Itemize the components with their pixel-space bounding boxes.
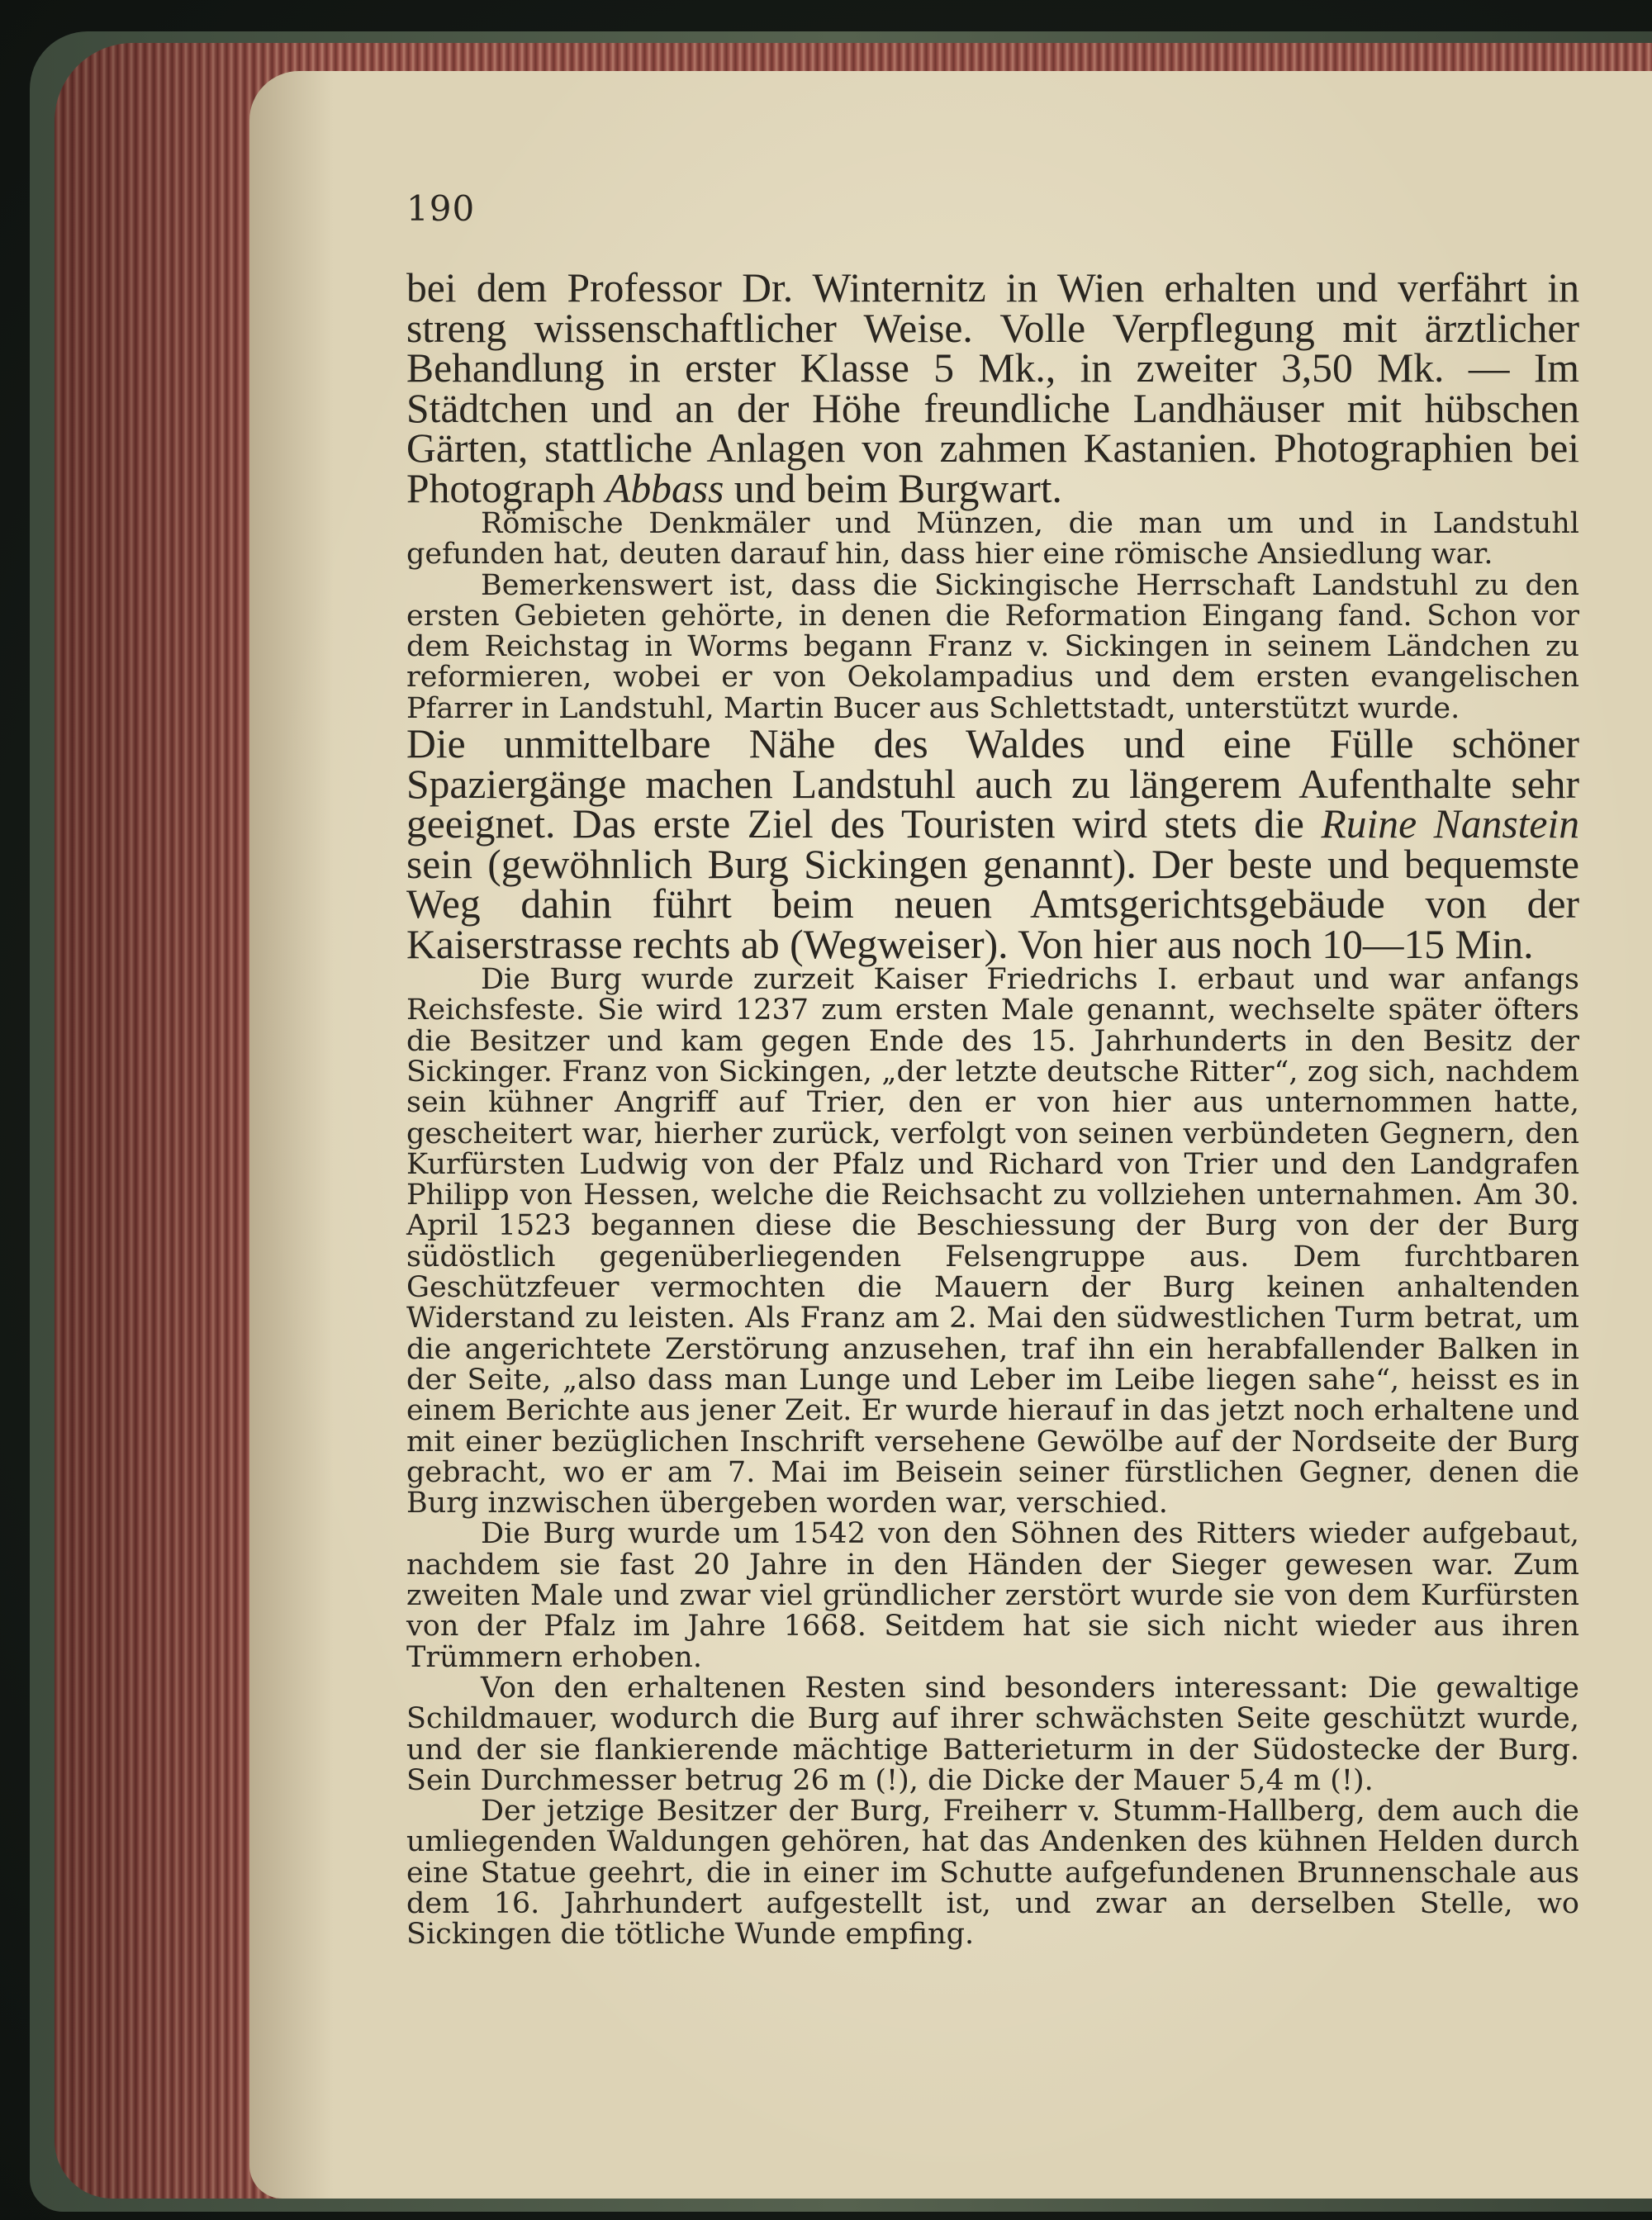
note-roman-finds: Römische Denkmäler und Münzen, die man um und in Landstuhl gefunden hat, deuten darauf hin, dass hier eine römische Ansiedlung war.: [406, 507, 1579, 572]
note-reformation: Bemerkenswert ist, dass die Sickingische Herrschaft Landstuhl zu den ersten Gebieten gehörte, in denen die Reformation Eingang fand. Schon vor dem Reichstag in Worms begann Franz v. Sickingen in seinem Ländchen zu reformieren, wobei er von Oekolampadius und dem ersten evangelischen Pfarrer in Landstuhl, Martin Bucer aus Schlettstadt, unterstützt wurde.: [406, 568, 1579, 725]
note-castle-history: Die Burg wurde zurzeit Kaiser Friedrichs I. erbaut und war anfangs Reichsfeste. Sie wird 1237 zum ersten Male genannt, wechselte später öfters die Besitzer und kam gegen Ende des 15. Jahrhunderts in den Besitz der Sickinger. Franz von Sickingen, „der letzte deutsche Ritter“, zog sich, nachdem sein kühner Angriff auf Trier, den er von hier aus unternommen hatte, gescheitert war, hierher zurück, verfolgt von seinen verbündeten Gegnern, den Kurfürsten Ludwig von der Pfalz und Richard von Trier und den Landgrafen Philipp von Hessen, welche die Reichsacht zu vollziehen unternahmen. Am 30. April 1523 begannen diese die Beschiessung der Burg von der der Burg südöstlich gegenüberliegenden Felsengruppe aus. Dem furchtbaren Geschützfeuer vermochten die Mauern der Burg keinen anhaltenden Widerstand zu leisten. Als Franz am 2. Mai den südwestlichen Turm betrat, um die angerichtete Zerstörung anzusehen, traf ihn ein herabfallender Balken in der Seite, „also dass man Lunge und Leber im Leibe liegen sahe“, heisst es in einem Berichte aus jener Zeit. Er wurde hierauf in das jetzt noch erhaltene und mit einer bezüglichen Inschrift versehene Gewölbe auf der Nordseite der Burg gebracht, wo er am 7. Mai im Beisein seiner fürstlichen Gegner, denen die Burg inzwischen übergeben worden war, verschied.: [406, 963, 1579, 1520]
page-number: 190: [406, 188, 476, 229]
paragraph-kuranstalt-text: bei dem Professor Dr. Winternitz in Wien erhalten und verfährt in streng wissenschaftlicher Weise. Volle Verpflegung mit ärztlicher Behandlung in erster Klasse 5 Mk., in zweiter 3,50 Mk. — Im Städtchen und an der Höhe freundliche Landhäuser mit hübschen Gärten, stattliche Anlagen von zahmen Kastanien. Photographien bei Photograph: [406, 265, 1579, 511]
note-statue: Der jetzige Besitzer der Burg, Freiherr v. Stumm-Hallberg, dem auch die umliegenden Waldungen gehören, hat das Andenken des kühnen Helden durch eine Statue geehrt, die in einer im Schutte aufgefundenen Brunnenschale aus dem 16. Jahrhundert aufgestellt ist, und zwar an derselben Stelle, wo Sickingen die tötliche Wunde empfing.: [406, 1795, 1579, 1952]
paragraph-walks-after: sein (gewöhnlich Burg Sickingen genannt). Der beste und bequemste Weg dahin führt beim neuen Amtsgerichtsgebäude von der Kaiserstrasse rechts ab (Wegweiser). Von hier aus noch 10—15 Min.: [406, 841, 1579, 967]
paragraph-kuranstalt: [406, 265, 1579, 511]
paragraph-walks: [406, 721, 1580, 967]
ruin-name: Ruine Nanstein: [1321, 801, 1580, 847]
paragraph-kuranstalt-tail: und beim Burgwart.: [724, 465, 1062, 511]
paragraph-walks-before: Die unmittelbare Nähe des Waldes und eine Fülle schöner Spaziergänge machen Landstuhl auch zu längerem Aufenthalte sehr geeignet. Das erste Ziel des Touristen wird stets die: [406, 721, 1579, 847]
note-rebuilt: Die Burg wurde um 1542 von den Söhnen des Ritters wieder aufgebaut, nachdem sie fast 20 Jahre in den Händen der Sieger gewesen war. Zum zweiten Male und zwar viel gründlicher zerstört wurde sie von dem Kurfürsten von der Pfalz im Jahre 1668. Seitdem hat sie sich nicht wieder aus ihren Trümmern erhoben.: [406, 1517, 1579, 1674]
photographer-name: Abbass: [605, 465, 724, 511]
text-column: [406, 186, 1579, 1951]
note-remains: Von den erhaltenen Resten sind besonders interessant: Die gewaltige Schildmauer, wodurch die Burg auf ihrer schwächsten Seite geschützt wurde, und der sie flankierende mächtige Batterieturm in der Südostecke der Burg. Sein Durchmesser betrug 26 m (!), die Dicke der Mauer 5,4 m (!).: [406, 1671, 1579, 1797]
